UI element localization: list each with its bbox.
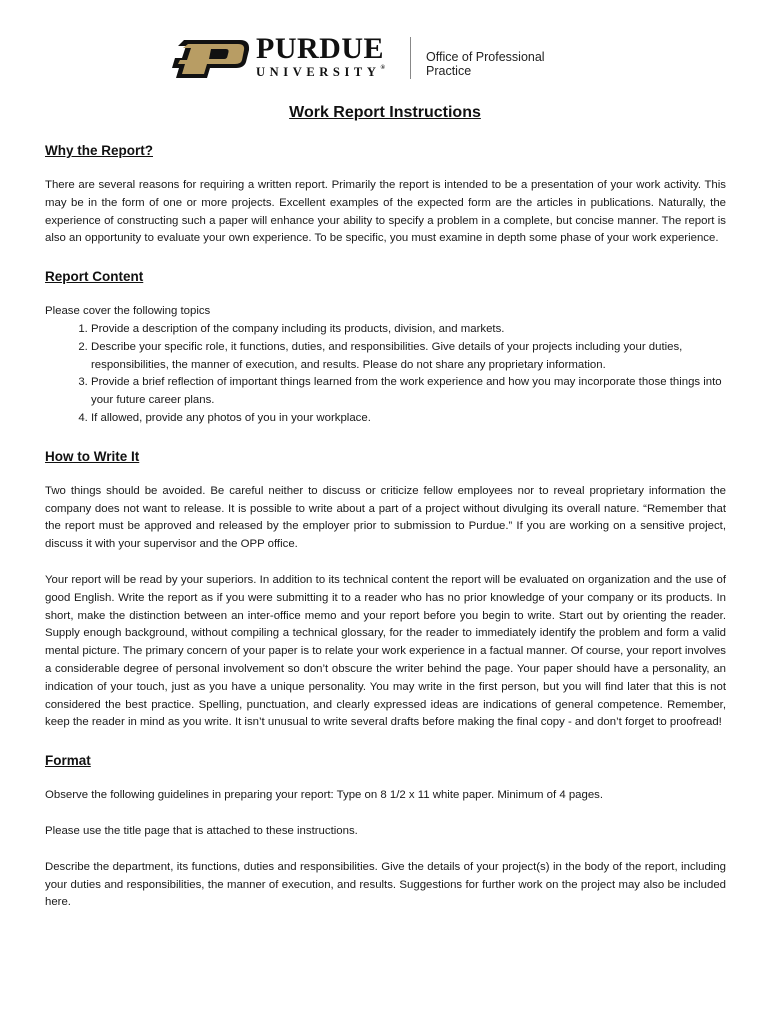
- letterhead: [170, 34, 590, 84]
- list-item: 1. Provide a description of the company including its products, division, and markets.: [91, 321, 726, 339]
- list-item: 4. If allowed, provide any photos of you in your workplace.: [91, 410, 726, 428]
- list-item: 2. Describe your specific role, it functions, duties, and responsibilities. Give details of your projects including your duties, responsibilities, the manner of execution, and results. Please do not share any proprietary information.: [91, 339, 726, 375]
- format-paragraph-3: Describe the department, its functions, duties and responsibilities. Give the details of your project(s) in the body of the report, including your duties and responsibilities, the manner of execution, and results. Suggestions for further work on the project may also be included here.: [45, 860, 726, 909]
- section-why: [45, 142, 726, 248]
- how-paragraph-2: Your report will be read by your superiors. In addition to its technical content the report will be evaluated on organization and the use of good English. Write the report as if you were submitting it to a reader who has no prior knowledge of your company or its products. In short, make the distinction between an inter-office memo and your report before you begin to write. Start out by orienting the reader. Supply enough background, without compiling a technical glossary, for the reader to immediately identify the problem and form a valid mental picture. The primary concern of your paper is to relate your work experience in a factual manner. Of course, your report involves a considerable degree of personal involvement so don’t obscure the writer behind the page. Your paper should have a personality, an indication of your touch, just as you have a unique personality. You may write in the first person, but you will find later that this is not considered the best practice. Spelling, punctuation, and clearly expressed ideas are indications of general competence. Remember, keep the reader in mind as you write. It isn’t unusual to write several drafts before making the final copy - and don’t forget to proofread!: [45, 573, 726, 729]
- section-format: [45, 752, 726, 912]
- why-paragraph: There are several reasons for requiring a written report. Primarily the report is intended to be a presentation of your work activity. This may be in the form of one or more projects. Excellent examples of the expected form are the articles in publications. Naturally, the experience of constructing such a paper will enhance your ability to specify a problem in a complete, but concise manner. The report is also an opportunity to evaluate your own experience. To be specific, you must examine in depth some phase of your work experience.: [45, 179, 726, 245]
- section-how: [45, 448, 726, 732]
- wordmark-university-text: UNIVERSITY: [256, 65, 381, 79]
- document-body: [45, 142, 726, 912]
- format-paragraph-1: Observe the following guidelines in preparing your report: Type on 8 1/2 x 11 white paper. Minimum of 4 pages.: [45, 789, 604, 802]
- purdue-p-logo: [170, 38, 250, 80]
- section-heading-why: Why the Report?: [45, 143, 153, 158]
- section-heading-format: Format: [45, 753, 91, 769]
- wordmark-university: [256, 65, 385, 80]
- registered-mark: ®: [380, 65, 385, 71]
- how-paragraph-1: Two things should be avoided. Be careful neither to discuss or criticize fellow employees nor to reveal proprietary information the company does not want to release. It is possible to write about a part of a project without divulging its overall nature. “Remember that the report must be approved and released by the employer prior to submission to Purdue.” If you are working on a sensitive project, discuss it with your supervisor and the OPP office.: [45, 484, 726, 551]
- topics-list: [45, 321, 726, 428]
- purdue-wordmark: [256, 34, 385, 80]
- section-heading-how: How to Write It: [45, 448, 140, 464]
- list-item: 3. Provide a brief reflection of important things learned from the work experience and how you may incorporate those things into your future career plans.: [91, 374, 726, 410]
- topics-intro: Please cover the following topics: [45, 305, 211, 318]
- wordmark-purdue: PURDUE: [256, 32, 384, 65]
- section-report-content: [45, 268, 726, 428]
- page-title: Work Report Instructions: [289, 104, 481, 121]
- section-heading-content: Report Content: [45, 269, 144, 285]
- format-paragraph-2: Please use the title page that is attached to these instructions.: [45, 824, 358, 837]
- office-name: Office of Professional Practice: [426, 50, 545, 78]
- header-divider: [410, 37, 411, 79]
